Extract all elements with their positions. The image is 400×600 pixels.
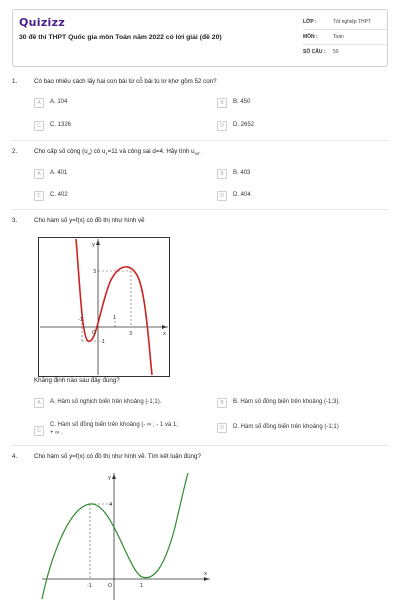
meta-key: LỚP :	[303, 18, 317, 25]
option-letter-box: A	[34, 98, 44, 108]
option-a[interactable]	[34, 98, 67, 108]
y-axis-label: y	[92, 242, 95, 248]
option-d[interactable]	[217, 191, 251, 201]
option-text: A. Hàm số nghịch biến trên khoảng (-1;1).	[50, 399, 162, 405]
meta-value: Toán	[333, 33, 344, 40]
option-text: D. 404	[233, 192, 251, 198]
option-letter-box: D	[217, 191, 227, 201]
question-text: Cho hàm số y=f(x) có đồ thị như hình vẽ. Tìm kết luận đúng?	[34, 453, 201, 460]
option-text: C. Hàm số đồng biến trên khoảng (- ∞ ; - 1 và 1; + ∞ .	[50, 422, 179, 436]
option-letter-box: D	[217, 423, 227, 433]
option-d[interactable]	[217, 423, 339, 433]
option-a[interactable]	[34, 169, 67, 179]
option-c[interactable]	[34, 191, 68, 201]
option-b[interactable]	[217, 398, 340, 408]
question-divider	[12, 445, 388, 446]
meta-value: 50	[333, 49, 339, 56]
option-letter-box: B	[217, 98, 227, 108]
function-graph-4	[40, 471, 220, 600]
option-text: D. 2652	[233, 122, 255, 128]
option-d[interactable]	[217, 121, 254, 131]
option-letter-box: B	[217, 398, 227, 408]
worksheet-title: 30 đề thi THPT Quốc gia môn Toán năm 2022 có lời giải (đề 20)	[19, 34, 222, 41]
question-number: 2.	[12, 148, 18, 155]
option-b[interactable]	[217, 98, 250, 108]
question-followup: Khẳng định nào sau đây đúng?	[34, 377, 120, 384]
option-a[interactable]	[34, 398, 161, 408]
option-text: A. 401	[50, 170, 68, 176]
option-text: B. 403	[233, 170, 251, 176]
x-axis-arrow	[204, 577, 209, 581]
option-b[interactable]	[217, 169, 250, 179]
worksheet-meta	[303, 15, 387, 60]
origin-label: O	[92, 330, 96, 336]
question-divider	[12, 209, 388, 210]
meta-row-subject	[303, 30, 387, 45]
meta-value: Tốt nghiệp THPT	[333, 18, 371, 25]
question-number: 1.	[12, 78, 18, 85]
tick-x-neg1: -1	[87, 583, 92, 589]
x-axis-label: x	[163, 331, 166, 337]
option-text: C. 1326	[50, 122, 72, 128]
function-graph-3	[38, 237, 170, 377]
question-text: Cho hàm số y=f(x) có đồ thị như hình vẽ	[34, 217, 145, 224]
option-letter-box: B	[217, 169, 227, 179]
option-letter-box: C	[34, 121, 44, 131]
meta-row-count	[303, 45, 387, 60]
quizizz-logo: Quizizz	[19, 16, 66, 29]
tick-y-4: 4	[109, 502, 113, 508]
option-letter-box: D	[217, 121, 227, 131]
question-number: 3.	[12, 217, 18, 224]
option-text: D. Hàm số đồng biến trên khoảng (-1;1)	[233, 424, 339, 430]
option-letter-box: A	[34, 169, 44, 179]
question-number: 4.	[12, 453, 18, 460]
tick-x-3: 3	[129, 331, 133, 337]
y-axis-label: y	[108, 475, 111, 481]
curve	[42, 473, 188, 599]
option-text: B. Hàm số đồng biến trên khoảng (-1;3).	[233, 399, 341, 405]
option-letter-box: C	[34, 426, 44, 436]
question-text: Cho cấp số cộng $(u_n)$ có $u_1=11$ và công sai d=4. Hãy tính $u_{99}$.	[34, 148, 201, 157]
x-axis-label: x	[204, 571, 207, 577]
option-c[interactable]	[34, 421, 180, 437]
worksheet-header	[12, 9, 388, 67]
option-text: A. 104	[50, 99, 68, 105]
tick-x-1: 1	[140, 583, 144, 589]
meta-key: SỐ CÂU :	[303, 49, 326, 56]
option-letter-box: A	[34, 398, 44, 408]
tick-x-1: 1	[113, 315, 117, 321]
question-divider	[12, 140, 388, 141]
option-text: B. 450	[233, 99, 251, 105]
meta-key: MÔN :	[303, 33, 318, 40]
origin-label: O	[108, 583, 112, 589]
tick-y-neg1: -1	[100, 339, 105, 345]
option-letter-box: C	[34, 191, 44, 201]
y-axis-arrow	[112, 474, 116, 479]
tick-x-neg1: -1	[78, 317, 83, 323]
option-text: C. 402	[50, 192, 68, 198]
meta-row-class	[303, 15, 387, 30]
option-c[interactable]	[34, 121, 71, 131]
tick-y-3: 3	[93, 269, 97, 275]
question-text: Có bao nhiêu cách lấy hai con bài từ cỗ bài tú lơ khơ gồm 52 con?	[34, 78, 217, 85]
